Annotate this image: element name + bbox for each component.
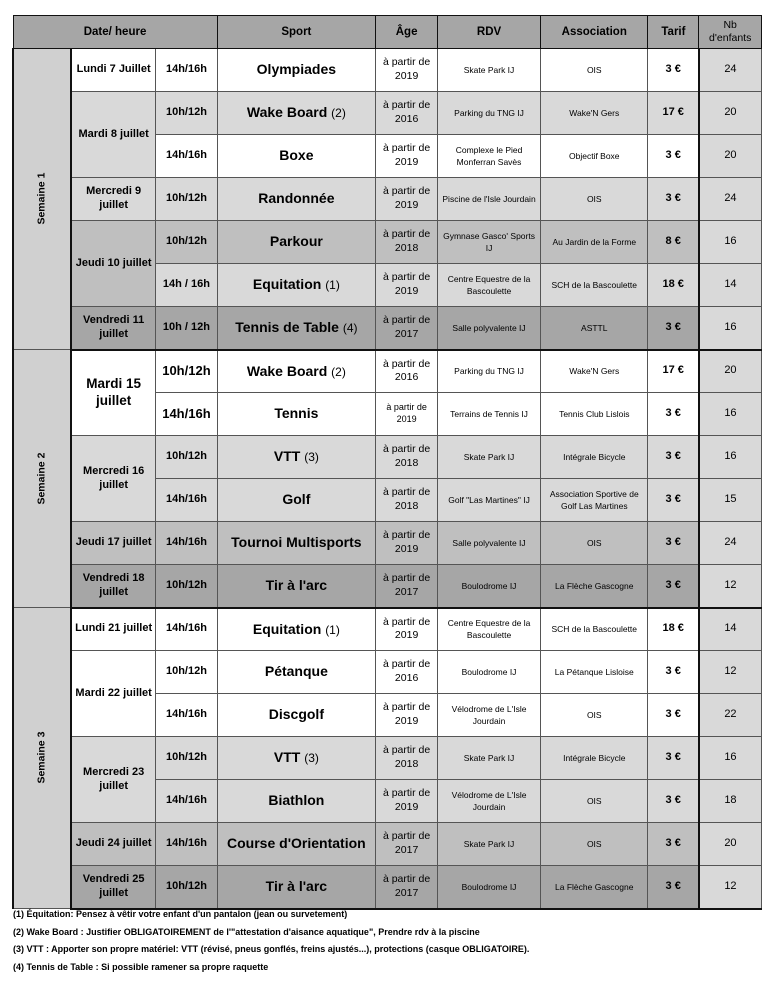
sport-name: Golf (282, 491, 311, 508)
association-cell: ASTTL (541, 307, 648, 350)
tarif-cell: 17 € (648, 92, 699, 135)
sport-footnote-ref: (1) (325, 278, 340, 293)
table-row (13, 608, 762, 651)
rdv-cell: Skate Park IJ (438, 823, 541, 866)
day-cell: Mercredi 9 juillet (71, 178, 156, 221)
nb-enfants-cell: 24 (699, 522, 762, 565)
age-cell: à partir de 2017 (376, 823, 438, 866)
rdv-cell: Parking du TNG IJ (438, 350, 541, 393)
table-body (13, 49, 762, 909)
sport-cell (217, 221, 376, 264)
age-cell: à partir de 2018 (376, 436, 438, 479)
tarif-cell: 17 € (648, 350, 699, 393)
sport-cell (217, 694, 376, 737)
sport-cell (217, 479, 376, 522)
rdv-cell: Centre Equestre de la Bascoulette (438, 608, 541, 651)
table-row (13, 436, 762, 479)
sport-name: Biathlon (268, 792, 325, 809)
day-cell: Mardi 8 juillet (71, 92, 156, 178)
association-cell: La Flèche Gascogne (541, 565, 648, 608)
table-row (13, 49, 762, 92)
tarif-cell: 3 € (648, 49, 699, 92)
sport-name: Boxe (279, 147, 314, 164)
day-cell: Jeudi 17 juillet (71, 522, 156, 565)
footnote-3: (3) VTT : Apporter son propre matériel: VTT (révisé, pneus gonflés, freins ajustés...), protections (casque OBLIGATOIRE). (13, 944, 530, 954)
table-row (13, 350, 762, 393)
age-cell: à partir de 2019 (376, 608, 438, 651)
association-cell: Intégrale Bicycle (541, 436, 648, 479)
rdv-cell: Golf "Las Martines" IJ (438, 479, 541, 522)
header-date: Date/ heure (13, 16, 217, 49)
nb-enfants-cell: 20 (699, 135, 762, 178)
tarif-cell: 3 € (648, 522, 699, 565)
tarif-cell: 18 € (648, 264, 699, 307)
association-cell: SCH de la Bascoulette (541, 608, 648, 651)
time-cell: 14h/16h (156, 780, 217, 823)
sport-footnote-ref: (3) (304, 751, 319, 766)
tarif-cell: 3 € (648, 479, 699, 522)
age-cell: à partir de 2017 (376, 866, 438, 909)
table-row (13, 92, 762, 135)
association-cell: Intégrale Bicycle (541, 737, 648, 780)
association-cell: Association Sportive de Golf Las Martines (541, 479, 648, 522)
rdv-cell: Skate Park IJ (438, 49, 541, 92)
sport-name: Wake Board (246, 104, 328, 121)
tarif-cell: 8 € (648, 221, 699, 264)
header-row (13, 16, 762, 49)
time-cell: 10h/12h (156, 651, 217, 694)
activities-table (12, 15, 762, 910)
day-cell: Lundi 7 Juillet (71, 49, 156, 92)
table-row (13, 565, 762, 608)
header-association: Association (541, 16, 648, 49)
rdv-cell: Parking du TNG IJ (438, 92, 541, 135)
rdv-cell: Complexe le Pied Monferran Savès (438, 135, 541, 178)
nb-enfants-cell: 16 (699, 307, 762, 350)
association-cell: La Flèche Gascogne (541, 866, 648, 909)
table-row (13, 307, 762, 350)
nb-enfants-cell: 20 (699, 823, 762, 866)
sport-name: Pétanque (264, 663, 328, 680)
sport-name: Equitation (252, 276, 322, 293)
association-cell: SCH de la Bascoulette (541, 264, 648, 307)
time-cell: 14h/16h (156, 823, 217, 866)
time-cell: 10h/12h (156, 866, 217, 909)
age-cell: à partir de 2019 (376, 178, 438, 221)
association-cell: Au Jardin de la Forme (541, 221, 648, 264)
rdv-cell: Gymnase Gasco' Sports IJ (438, 221, 541, 264)
time-cell: 10h/12h (156, 565, 217, 608)
association-cell: Wake'N Gers (541, 92, 648, 135)
nb-enfants-cell: 14 (699, 264, 762, 307)
association-cell: Tennis Club Lislois (541, 393, 648, 436)
rdv-cell: Skate Park IJ (438, 737, 541, 780)
tarif-cell: 3 € (648, 436, 699, 479)
tarif-cell: 18 € (648, 608, 699, 651)
association-cell: OIS (541, 823, 648, 866)
rdv-cell: Piscine de l'Isle Jourdain (438, 178, 541, 221)
rdv-cell: Salle polyvalente IJ (438, 307, 541, 350)
rdv-cell: Terrains de Tennis IJ (438, 393, 541, 436)
time-cell: 14h / 16h (156, 264, 217, 307)
table-row (13, 221, 762, 264)
association-cell: OIS (541, 780, 648, 823)
age-cell: à partir de 2017 (376, 307, 438, 350)
tarif-cell: 3 € (648, 780, 699, 823)
association-cell: La Pétanque Lisloise (541, 651, 648, 694)
sport-name: Discgolf (268, 706, 324, 723)
time-cell: 10h/12h (156, 737, 217, 780)
nb-enfants-cell: 16 (699, 737, 762, 780)
week-label (13, 350, 71, 608)
association-cell: OIS (541, 522, 648, 565)
nb-enfants-cell: 14 (699, 608, 762, 651)
sport-cell (217, 651, 376, 694)
day-cell: Mercredi 23 juillet (71, 737, 156, 823)
footnote-4: (4) Tennis de Table : Si possible ramener sa propre raquette (13, 961, 269, 972)
time-cell: 14h/16h (156, 393, 217, 436)
sport-cell (217, 866, 376, 909)
rdv-cell: Boulodrome IJ (438, 565, 541, 608)
tarif-cell: 3 € (648, 393, 699, 436)
day-cell: Mardi 15 juillet (71, 350, 156, 436)
tarif-cell: 3 € (648, 307, 699, 350)
tarif-cell: 3 € (648, 565, 699, 608)
time-cell: 14h/16h (156, 608, 217, 651)
sport-cell (217, 780, 376, 823)
sport-footnote-ref: (4) (342, 321, 358, 335)
rdv-cell: Centre Equestre de la Bascoulette (438, 264, 541, 307)
sport-cell (217, 178, 376, 221)
age-cell: à partir de 2019 (376, 694, 438, 737)
sport-cell (217, 92, 376, 135)
week-label-text: Semaine 3 (35, 732, 48, 784)
footnotes (13, 906, 529, 976)
sport-cell (217, 608, 376, 651)
age-cell: à partir de 2017 (376, 565, 438, 608)
sport-cell (217, 264, 376, 307)
sport-name: Tennis (274, 405, 319, 422)
age-cell: à partir de 2016 (376, 651, 438, 694)
tarif-cell: 3 € (648, 866, 699, 909)
age-cell: à partir de 2018 (376, 737, 438, 780)
sport-name: Olympiades (256, 61, 337, 78)
sport-cell (217, 49, 376, 92)
rdv-cell: Skate Park IJ (438, 436, 541, 479)
day-cell: Vendredi 25 juillet (71, 866, 156, 909)
tarif-cell: 3 € (648, 178, 699, 221)
nb-enfants-cell: 24 (699, 178, 762, 221)
time-cell: 10h/12h (156, 92, 217, 135)
sport-name: Parkour (269, 233, 323, 250)
sport-name: Tir à l'arc (265, 577, 328, 593)
day-cell: Mardi 22 juillet (71, 651, 156, 737)
time-cell: 10h/12h (156, 221, 217, 264)
sport-name: VTT (273, 749, 301, 766)
sport-footnote-ref: (2) (331, 106, 346, 121)
association-cell: Wake'N Gers (541, 350, 648, 393)
rdv-cell: Vélodrome de L'Isle Jourdain (438, 694, 541, 737)
age-cell: à partir de 2019 (376, 264, 438, 307)
nb-enfants-cell: 18 (699, 780, 762, 823)
time-cell: 10h/12h (156, 350, 217, 393)
time-cell: 10h / 12h (156, 307, 217, 350)
sport-cell (217, 350, 376, 393)
nb-enfants-cell: 22 (699, 694, 762, 737)
header-sport: Sport (217, 16, 376, 49)
nb-enfants-cell: 24 (699, 49, 762, 92)
nb-enfants-cell: 16 (699, 221, 762, 264)
table-row (13, 737, 762, 780)
nb-enfants-cell: 12 (699, 651, 762, 694)
day-cell: Mercredi 16 juillet (71, 436, 156, 522)
nb-enfants-cell: 12 (699, 866, 762, 909)
rdv-cell: Vélodrome de L'Isle Jourdain (438, 780, 541, 823)
association-cell: OIS (541, 178, 648, 221)
time-cell: 14h/16h (156, 479, 217, 522)
time-cell: 14h/16h (156, 135, 217, 178)
table-row (13, 651, 762, 694)
age-cell: à partir de 2019 (376, 522, 438, 565)
age-cell: à partir de 2019 (376, 135, 438, 178)
table-row (13, 823, 762, 866)
day-cell: Vendredi 18 juillet (71, 565, 156, 608)
sport-name: Course d'Orientation (227, 835, 366, 852)
association-cell: Objectif Boxe (541, 135, 648, 178)
age-cell: à partir de 2019 (376, 49, 438, 92)
time-cell: 14h/16h (156, 522, 217, 565)
footnote-1: (1) Équitation: Pensez à vêtir votre enfant d'un pantalon (jean ou survetement) (13, 909, 348, 919)
table-row (13, 178, 762, 221)
week-label (13, 608, 71, 909)
sport-cell (217, 565, 376, 608)
week-label (13, 49, 71, 350)
age-cell: à partir de 2019 (376, 780, 438, 823)
association-cell: OIS (541, 694, 648, 737)
sport-name: Tir à l'arc (265, 878, 328, 894)
table-row (13, 522, 762, 565)
sport-name: Tournoi Multisports (231, 534, 362, 551)
tarif-cell: 3 € (648, 651, 699, 694)
age-cell: à partir de 2019 (376, 393, 438, 436)
nb-enfants-cell: 16 (699, 436, 762, 479)
age-cell: à partir de 2016 (376, 350, 438, 393)
day-cell: Lundi 21 juillet (71, 608, 156, 651)
tarif-cell: 3 € (648, 823, 699, 866)
week-label-text: Semaine 2 (35, 452, 48, 505)
header-nb-enfants: Nb d'enfants (699, 16, 762, 49)
rdv-cell: Salle polyvalente IJ (438, 522, 541, 565)
sport-cell (217, 135, 376, 178)
sport-name: Wake Board (246, 362, 328, 379)
nb-enfants-cell: 15 (699, 479, 762, 522)
nb-enfants-cell: 20 (699, 92, 762, 135)
sport-cell (217, 737, 376, 780)
sport-cell (217, 522, 376, 565)
time-cell: 14h/16h (156, 49, 217, 92)
age-cell: à partir de 2018 (376, 221, 438, 264)
header-rdv: RDV (438, 16, 541, 49)
day-cell: Jeudi 24 juillet (71, 823, 156, 866)
sport-cell (217, 823, 376, 866)
association-cell: OIS (541, 49, 648, 92)
sport-cell (217, 436, 376, 479)
time-cell: 10h/12h (156, 436, 217, 479)
tarif-cell: 3 € (648, 135, 699, 178)
rdv-cell: Boulodrome IJ (438, 651, 541, 694)
rdv-cell: Boulodrome IJ (438, 866, 541, 909)
nb-enfants-cell: 12 (699, 565, 762, 608)
table-row (13, 866, 762, 909)
time-cell: 10h/12h (156, 178, 217, 221)
tarif-cell: 3 € (648, 694, 699, 737)
age-cell: à partir de 2016 (376, 92, 438, 135)
tarif-cell: 3 € (648, 737, 699, 780)
sport-footnote-ref: (3) (304, 450, 319, 465)
sport-name: Tennis de Table (235, 319, 339, 335)
header-age: Âge (376, 16, 438, 49)
sport-footnote-ref: (2) (331, 364, 346, 379)
nb-enfants-cell: 20 (699, 350, 762, 393)
header-tarif: Tarif (648, 16, 699, 49)
sport-name: Equitation (252, 620, 322, 637)
sport-name: VTT (273, 448, 301, 465)
week-label-text: Semaine 1 (35, 173, 48, 225)
nb-enfants-cell: 16 (699, 393, 762, 436)
sport-cell (217, 393, 376, 436)
sport-footnote-ref: (1) (325, 622, 340, 637)
footnote-2: (2) Wake Board : Justifier OBLIGATOIREMENT de l'"attestation d'aisance aquatique", Prendre rdv à la piscine (13, 926, 480, 937)
sport-cell (217, 307, 376, 350)
time-cell: 14h/16h (156, 694, 217, 737)
sport-name: Randonnée (258, 190, 335, 207)
age-cell: à partir de 2018 (376, 479, 438, 522)
day-cell: Jeudi 10 juillet (71, 221, 156, 307)
day-cell: Vendredi 11 juillet (71, 307, 156, 350)
